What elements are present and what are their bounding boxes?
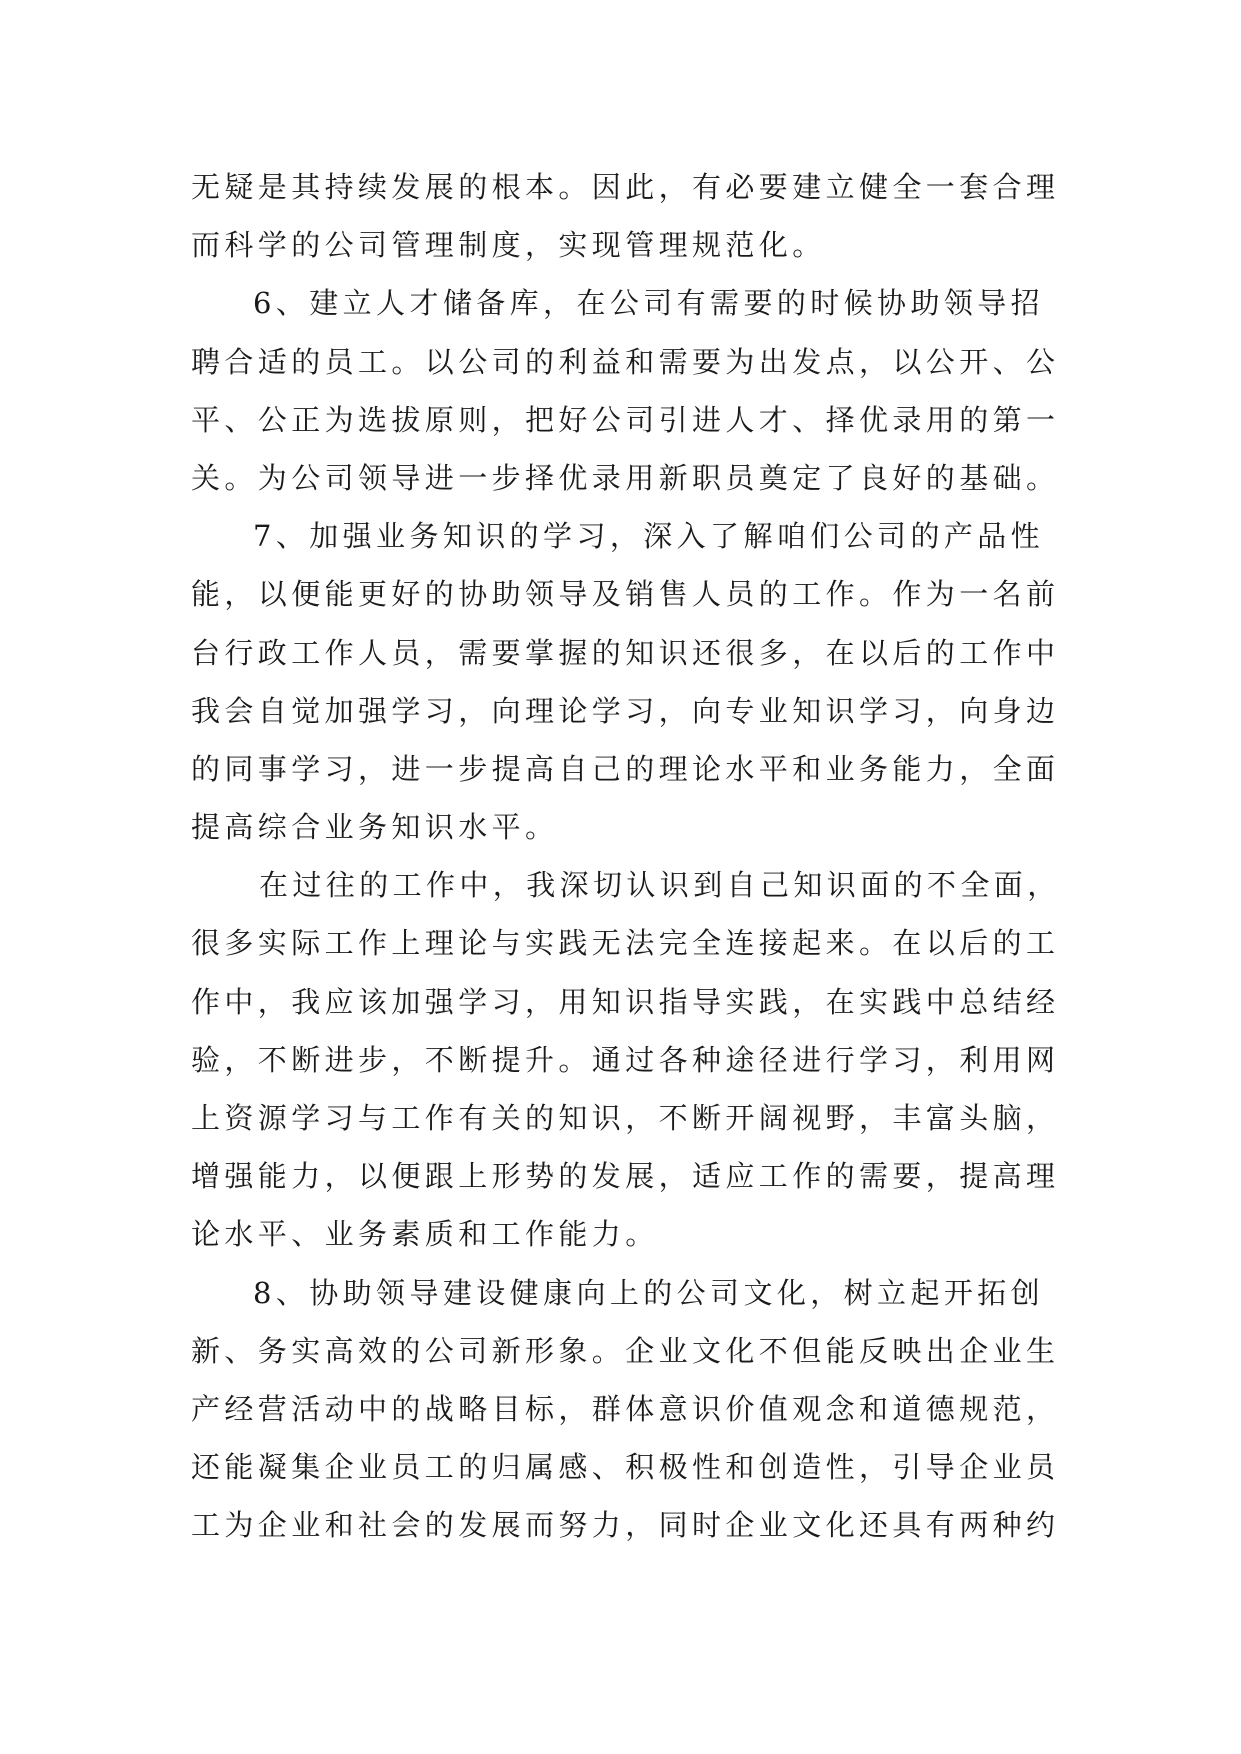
text-line-22: 产经营活动中的战略目标，群体意识价值观念和道德规范， [191, 1391, 1060, 1426]
text-line-16: 验，不断进步，不断提升。通过各种途径进行学习，利用网 [191, 1042, 1060, 1077]
text-line-13: 在过往的工作中，我深切认识到自己知识面的不全面， [259, 868, 1061, 903]
text-line-14: 很多实际工作上理论与实践无法完全连接起来。在以后的工 [191, 926, 1060, 961]
text-line-12: 提高综合业务知识水平。 [191, 810, 559, 845]
text-line-10: 我会自觉加强学习，向理论学习，向专业知识学习，向身边 [191, 693, 1060, 728]
body-text [191, 158, 1061, 1555]
text-line-15: 作中，我应该加强学习，用知识指导实践，在实践中总结经 [191, 984, 1060, 1019]
text-line-5: 平、公正为选拔原则，把好公司引进人才、择优录用的第一 [191, 402, 1060, 437]
text-line-1: 无疑是其持续发展的根本。因此，有必要建立健全一套合理 [191, 170, 1060, 204]
text-line-2: 而科学的公司管理制度，实现管理规范化。 [191, 228, 826, 263]
text-line-9: 台行政工作人员，需要掌握的知识还很多，在以后的工作中 [191, 635, 1060, 670]
text-line-18: 增强能力，以便跟上形势的发展，适应工作的需要，提高理 [191, 1159, 1060, 1194]
text-line-7: 7、加强业务知识的学习，深入了解咱们公司的产品性 [253, 519, 1045, 554]
text-line-3: 6、建立人才储备库，在公司有需要的时候协助领导招 [253, 286, 1045, 321]
text-line-19: 论水平、业务素质和工作能力。 [191, 1217, 659, 1252]
text-line-8: 能，以便能更好的协助领导及销售人员的工作。作为一名前 [191, 577, 1060, 612]
text-line-4: 聘合适的员工。以公司的利益和需要为出发点，以公开、公 [191, 344, 1060, 379]
text-line-20: 8、协助领导建设健康向上的公司文化，树立起开拓创 [253, 1275, 1045, 1310]
text-line-23: 还能凝集企业员工的归属感、积极性和创造性，引导企业员 [191, 1450, 1060, 1485]
text-line-17: 上资源学习与工作有关的知识，不断开阔视野，丰富头脑， [191, 1101, 1060, 1135]
text-line-24: 工为企业和社会的发展而努力，同时企业文化还具有两种约 [191, 1508, 1060, 1543]
text-line-6: 关。为公司领导进一步择优录用新职员奠定了良好的基础。 [191, 460, 1060, 495]
text-line-11: 的同事学习，进一步提高自己的理论水平和业务能力，全面 [191, 751, 1060, 786]
text-line-21: 新、务实高效的公司新形象。企业文化不但能反映出企业生 [191, 1333, 1060, 1368]
